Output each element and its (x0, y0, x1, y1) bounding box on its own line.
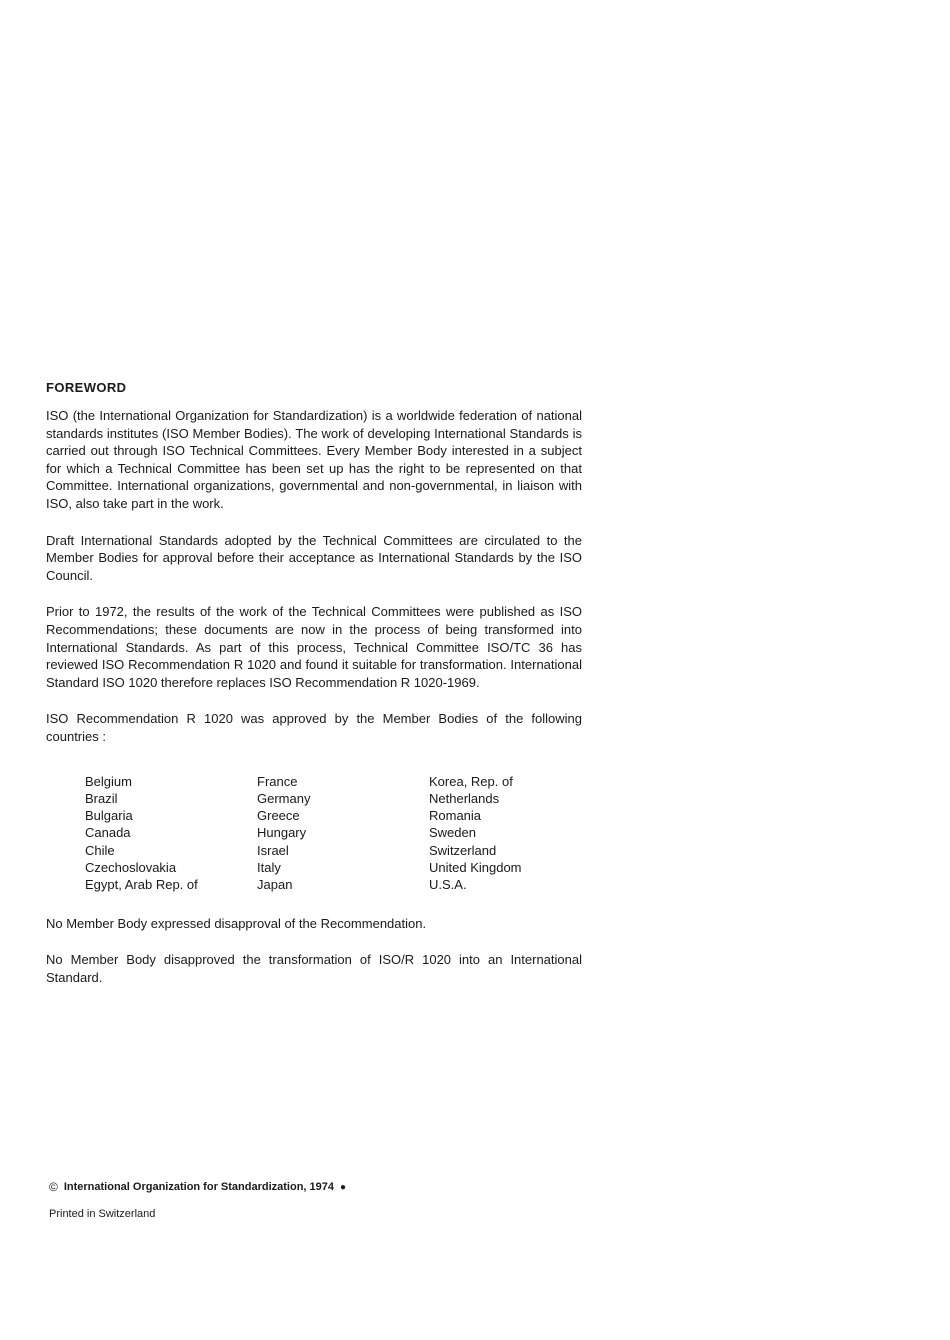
country-item: Sweden (429, 825, 476, 841)
country-column-1 (85, 773, 257, 894)
country-item: Germany (257, 790, 311, 806)
country-item: Israel (257, 842, 289, 858)
paragraph-approval: ISO Recommendation R 1020 was approved by the Member Bodies of the following countries : (46, 711, 582, 744)
country-item: Egypt, Arab Rep. of (85, 877, 198, 893)
country-list (85, 773, 582, 894)
page-footer (49, 1180, 549, 1220)
country-item: Switzerland (429, 842, 497, 858)
country-item: United Kingdom (429, 859, 522, 875)
country-item: Romania (429, 808, 482, 824)
copyright-line (49, 1180, 549, 1194)
country-item: Netherlands (429, 790, 500, 806)
country-column-2 (257, 773, 429, 894)
country-item: U.S.A. (429, 877, 467, 893)
paragraph-prior-1972: Prior to 1972, the results of the work of the Technical Committees were published as ISO Recommendations; these documents are now in the process of being transformed into International Standards. As part of this process, Technical Committee ISO/TC 36 has reviewed ISO Recommendation R 1020 and found it suitable for transformation. International Standard ISO 1020 therefore replaces ISO Recommendation R 1020-1969. (46, 604, 582, 690)
copyright-icon: © (49, 1180, 58, 1194)
country-item: Hungary (257, 825, 307, 841)
country-item: Greece (257, 808, 300, 824)
country-item: Korea, Rep. of (429, 773, 513, 789)
foreword-section (46, 380, 582, 1005)
paragraph-no-disapproval: No Member Body expressed disapproval of the Recommendation. (46, 915, 427, 931)
country-item: Czechoslovakia (85, 859, 177, 875)
country-item: Japan (257, 877, 293, 893)
copyright-text: International Organization for Standardization, 1974 (63, 1181, 334, 1193)
country-item: Italy (257, 859, 281, 875)
printed-in-text: Printed in Switzerland (49, 1208, 156, 1220)
country-column-3 (429, 773, 601, 894)
paragraph-draft-standards: Draft International Standards adopted by the Technical Committees are circulated to the Member Bodies for approval before their acceptance as International Standards by the ISO Council. (46, 532, 582, 583)
bullet-icon: ● (340, 1181, 347, 1193)
country-item: Canada (85, 825, 131, 841)
country-item: Belgium (85, 773, 132, 789)
paragraph-iso-intro: ISO (the International Organization for Standardization) is a worldwide federation of national standards institutes (ISO Member Bodies). The work of developing International Standards is carried out through ISO Technical Committees. Every Member Body interested in a subject for which a Technical Committee has been set up has the right to be represented on that Committee. International organizations, governmental and non-governmental, in liaison with ISO, also take part in the work. (46, 408, 582, 511)
country-item: Bulgaria (85, 808, 133, 824)
country-item: Brazil (85, 790, 118, 806)
country-item: Chile (85, 842, 115, 858)
foreword-heading: FOREWORD (46, 380, 127, 395)
country-item: France (257, 773, 298, 789)
paragraph-no-transformation-disapproval: No Member Body disapproved the transformation of ISO/R 1020 into an International Standard. (46, 952, 582, 985)
